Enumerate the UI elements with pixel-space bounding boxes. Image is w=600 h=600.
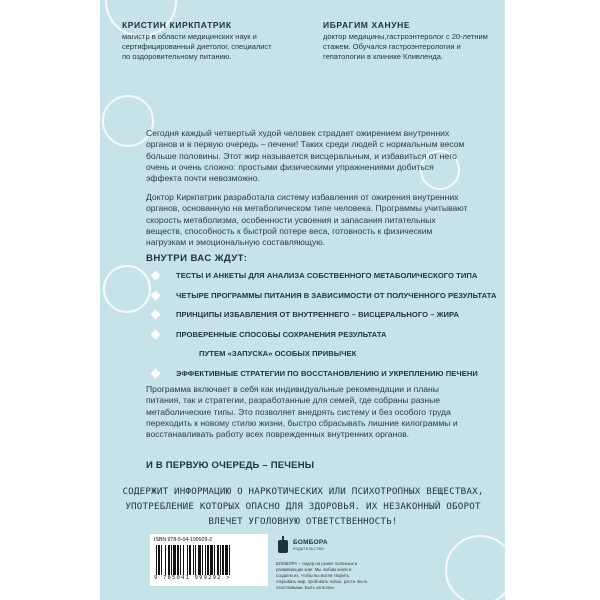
list-item-text: ТЕСТЫ И АНКЕТЫ ДЛЯ АНАЛИЗА СОБСТВЕННОГО МЕТАБОЛИЧЕСКОГО ТИПА [176, 271, 478, 280]
author-description: магистр в области медицинских наук и сертифицированный диетолог, специалист по оздоровительному питанию. [122, 32, 272, 61]
list-item [146, 325, 476, 345]
author-bio-kirkpatrick [122, 20, 272, 62]
list-item [146, 266, 476, 286]
diamond-bullet-icon [151, 310, 161, 320]
diamond-bullet-icon [151, 271, 161, 281]
list-item [146, 286, 497, 306]
list-item [146, 305, 476, 325]
method-paragraph: Доктор Киркпатрик разработала систему избавления от ожирения внутренних органов, основанную на метаболическом типе человека. Программы учитывают скорость метаболизма, особенности усвоения и запасания питательных веществ, способность к быстрой потере веса, готовность к физическим нагрузкам и эмоциональную составляющую. [146, 192, 468, 248]
barcode-digits: 9 785041 999292 > [154, 575, 231, 581]
book-back-cover [100, 0, 505, 600]
diamond-bullet-icon [151, 368, 161, 378]
motto-heading: И В ПЕРВУЮ ОЧЕРЕДЬ – ПЕЧЕНЫ [146, 460, 315, 471]
list-item-text: ПУТЕМ «ЗАПУСКА» ОСОБЫХ ПРИВЫЧЕК [199, 349, 357, 358]
list-item [146, 364, 476, 384]
inside-title: ВНУТРИ ВАС ЖДУТ: [146, 253, 248, 264]
publisher-logo [276, 536, 328, 556]
author-bio-hanoune [323, 20, 491, 62]
decorative-circle [103, 265, 151, 313]
list-item-text: ЭФФЕКТИВНЫЕ СТРАТЕГИИ ПО ВОССТАНОВЛЕНИЮ И УКРЕПЛЕНИЮ ПЕЧЕНИ [176, 368, 478, 378]
publisher-name: БОМБОРА [293, 539, 328, 546]
legal-warning: СОДЕРЖИТ ИНФОРМАЦИЮ О НАРКОТИЧЕСКИХ ИЛИ ПСИХОТРОПНЫХ ВЕЩЕСТВАХ, УПОТРЕБЛЕНИЕ КОТОРЫХ ОПАСНО ДЛЯ ЗДОРОВЬЯ. ИХ НЕЗАКОННЫЙ ОБОРОТ ВЛЕЧЕТ УГОЛОВНУЮ ОТВЕТСТВЕННОСТЬ! [122, 486, 484, 527]
isbn-label: ISBN 978-5-04-199929-2 [154, 537, 212, 543]
barcode-icon [154, 545, 264, 575]
barcode-block [150, 534, 268, 586]
diamond-bullet-icon [151, 290, 161, 300]
inside-list [146, 266, 497, 383]
program-paragraph: Программа включает в себя как индивидуальные рекомендации и планы питания, так и стратегии, разработанные для семей, где собраны разные метаболические типы. Это позволяет внедрять систему и без особого труда переходить к новому стилю жизни, быстро сбрасывать лишние килограммы и восстанавливать работу всех поврежденных внутренних органов. [146, 384, 458, 440]
publisher-description: БОМБОРА – лидер на рынке полезных и развивающих книг. Мы любим книги и создаем их, чтобы вы могли творить, открывать мир, пробовать новое, расти. Быть счастливыми. Быть на волне. [276, 561, 368, 590]
list-item-text: ПРИНЦИПЫ ИЗБАВЛЕНИЯ ОТ ВНУТРЕННЕГО – ВИСЦЕРАЛЬНОГО – ЖИРА [176, 310, 460, 319]
list-item-text: ПРОВЕРЕННЫЕ СПОСОБЫ СОХРАНЕНИЯ РЕЗУЛЬТАТА [176, 329, 387, 339]
publisher-subtitle: ИЗДАТЕЛЬСТВО [293, 547, 325, 551]
list-item-continuation [146, 344, 476, 364]
bomb-logo-icon [276, 536, 290, 554]
author-name: ИБРАГИМ ХАНУНЕ [323, 20, 411, 30]
author-description: доктор медицины,гастроэнтеролог с 20-летним стажем. Обучался гастроэнтерологии и гепатологии в клинике Кливленда. [323, 32, 488, 61]
author-name: КРИСТИН КИРКПАТРИК [122, 20, 232, 30]
diamond-bullet-icon [151, 329, 161, 339]
intro-paragraph: Сегодня каждый четвертый худой человек страдает ожирением внутренних органов и в первую очередь – печени! Таких среди людей с нормальным весом больше половины. Этот жир называется висцеральным, и избавиться от него очень и очень сложно: простыми физическими упражнениями добиться эффекта почти невозможно. [146, 128, 465, 184]
list-item-text: ЧЕТЫРЕ ПРОГРАММЫ ПИТАНИЯ В ЗАВИСИМОСТИ ОТ ПОЛУЧЕННОГО РЕЗУЛЬТАТА [176, 290, 497, 300]
decorative-circle [445, 535, 505, 600]
